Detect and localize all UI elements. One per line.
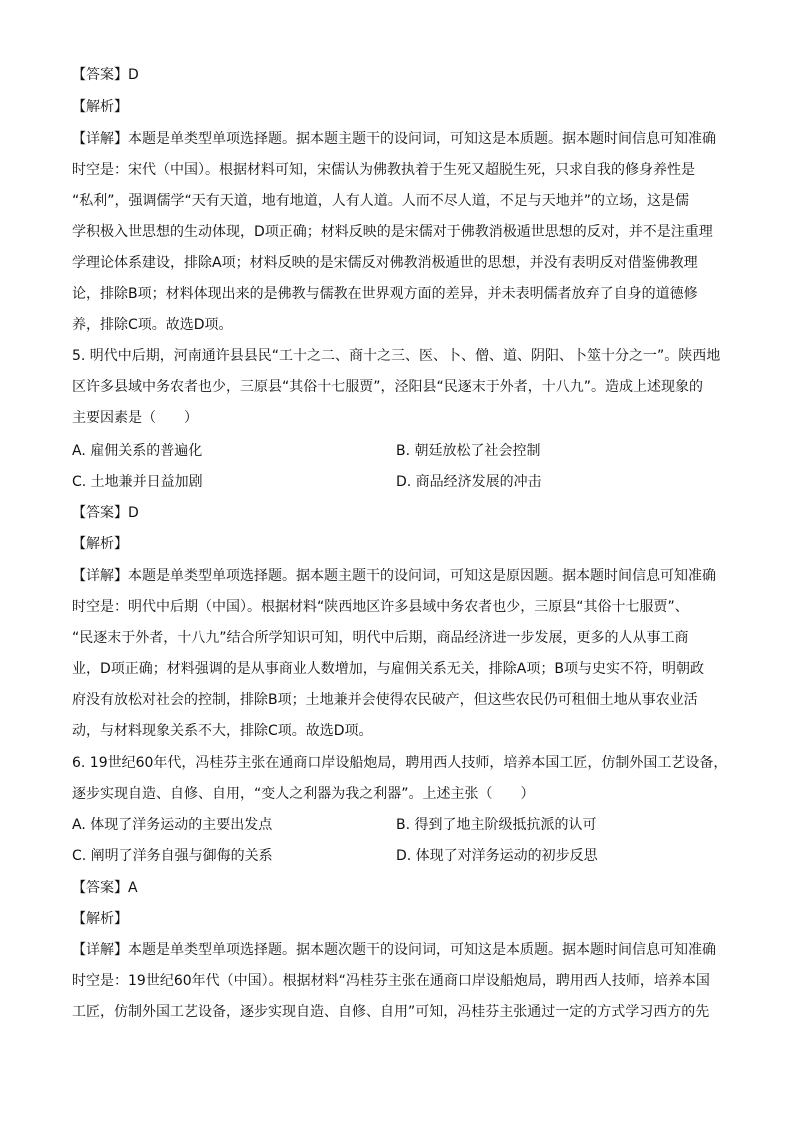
analysis-text-line: 府没有放松对社会的控制，排除B项；土地兼并会使得农民破产，但这些农民仍可租佃土地从事农业活: [72, 692, 698, 708]
analysis-text-line: 时空是：宋代（中国）。根据材料可知，宋儒认为佛教执着于生死又超脱生死，只求自我的修身养性是: [72, 162, 695, 178]
answer-line: 【答案】A: [72, 880, 138, 896]
answer-line: 【答案】D: [72, 505, 139, 521]
option-d: D. 体现了对洋务运动的初步反思: [396, 848, 598, 864]
option-a: A. 雇佣关系的普遍化: [72, 443, 203, 459]
option-c: C. 土地兼并日益加剧: [72, 474, 203, 490]
analysis-text-line: 【详解】本题是单类型单项选择题。据本题主题干的设问词，可知这是原因题。据本题时间信息可知准确: [72, 568, 716, 584]
analysis-label: 【解析】: [72, 911, 128, 927]
option-b: B. 朝廷放松了社会控制: [396, 443, 541, 459]
question-stem-line: 逐步实现自造、自修、自用，“变人之利器为我之利器”。上述主张（ ）: [72, 786, 535, 802]
option-d: D. 商品经济发展的冲击: [396, 474, 542, 490]
analysis-text-line: 时空是：19世纪60年代（中国）。根据材料“冯桂芬主张在通商口岸设船炮局，聘用西人技师，培养本国: [72, 973, 710, 989]
analysis-text-line: 时空是：明代中后期（中国）。根据材料“陕西地区许多县域中务农者也少，三原县“其俗十七服贾”、: [72, 599, 689, 615]
analysis-text-line: 业，D项正确；材料强调的是从事商业人数增加，与雇佣关系无关，排除A项；B项与史实不符，明朝政: [72, 661, 704, 677]
option-a: A. 体现了洋务运动的主要出发点: [72, 817, 273, 833]
analysis-text-line: 【详解】本题是单类型单项选择题。据本题次题干的设问词，可知这是本质题。据本题时间信息可知准确: [72, 942, 716, 958]
analysis-text-line: 学积极入世思想的生动体现，D项正确；材料反映的是宋儒对于佛教消极遁世思想的反对，并不是注重理: [72, 224, 713, 240]
analysis-text-line: “私利”，强调儒学“天有天道，地有地道，人有人道。人而不尽人道，不足与天地并”的立场，这是儒: [72, 193, 690, 209]
analysis-text-line: “民逐末于外者，十八九”结合所学知识可知，明代中后期，商品经济进一步发展，更多的人从事工商: [72, 630, 689, 646]
question-stem-line: 主要因素是（ ）: [72, 410, 198, 426]
analysis-label: 【解析】: [72, 536, 128, 552]
analysis-text-line: 【详解】本题是单类型单项选择题。据本题主题干的设问词，可知这是本质题。据本题时间信息可知准确: [72, 131, 716, 147]
question-stem-line: 区许多县域中务农者也少，三原县“其俗十七服贾”，泾阳县“民逐末于外者，十八九”。造成上述现象的: [72, 379, 704, 395]
question-stem-line: 6. 19世纪60年代，冯桂芬主张在通商口岸设船炮局，聘用西人技师，培养本国工匠，仿制外国工艺设备，: [72, 755, 728, 771]
analysis-text-line: 工匠，仿制外国工艺设备，逐步实现自造、自修、自用”可知，冯桂芬主张通过一定的方式学习西方的先: [72, 1004, 710, 1020]
analysis-text-line: 论，排除B项；材料体现出来的是佛教与儒教在世界观方面的差异，并未表明儒者放弃了自身的道德修: [72, 286, 698, 302]
answer-line: 【答案】D: [72, 67, 139, 83]
analysis-text-line: 动，与材料现象关系不大，排除C项。故选D项。: [72, 723, 373, 739]
analysis-text-line: 学理论体系建设，排除A项；材料反映的是宋儒反对佛教消极遁世的思想，并没有表明反对借鉴佛教理: [72, 255, 698, 271]
option-c: C. 阐明了洋务自强与御侮的关系: [72, 848, 273, 864]
analysis-text-line: 养，排除C项。故选D项。: [72, 317, 233, 333]
option-b: B. 得到了地主阶级抵抗派的认可: [396, 817, 597, 833]
question-stem-line: 5. 明代中后期，河南通许县县民“工十之二、商十之三、医、卜、僧、道、阴阳、卜筮十分之一”。陕西地: [72, 348, 721, 364]
analysis-label: 【解析】: [72, 99, 128, 115]
